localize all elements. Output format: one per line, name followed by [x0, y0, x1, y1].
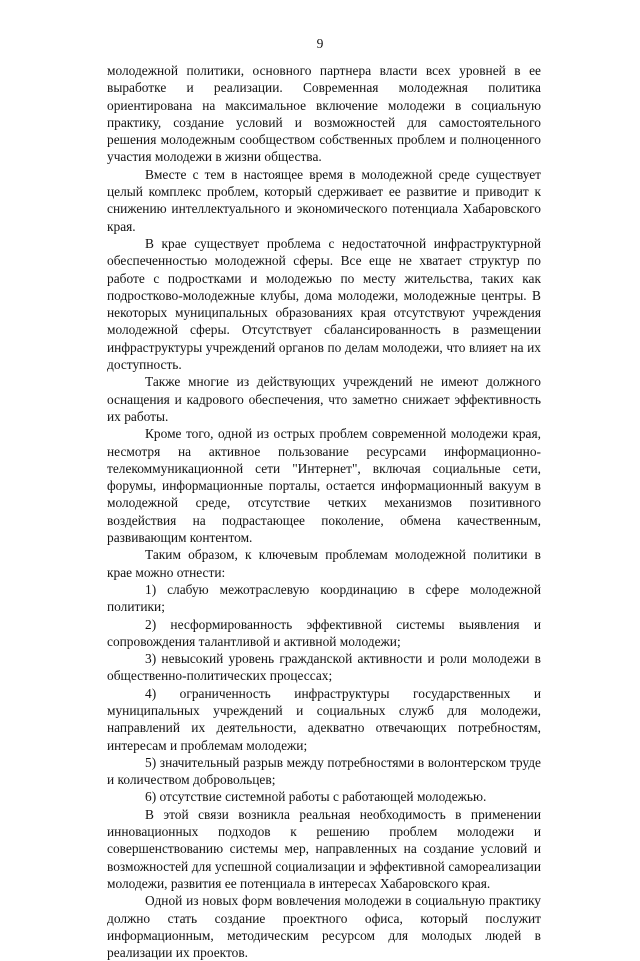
list-item: 6) отсутствие системной работы с работающей молодежью.	[145, 789, 487, 805]
list-item: 4) ограниченность инфраструктуры государственных и муниципальных учреждений и социальных служб для молодежи, направлений их деятельности, адекватно отвечающих потребностям, интересам и проблемам молодежи;	[107, 685, 541, 753]
paragraph: В этой связи возникла реальная необходимость в применении инновационных подходов к решению проблем молодежи и совершенствованию системы мер, направленных на создание условий и возможностей для успешной социализации и эффективной самореализации молодежи, развития ее потенциала в интересах Хабаровского края.	[107, 806, 541, 891]
list-item: 3) невысокий уровень гражданской активности и роли молодежи в общественно-политических процессах;	[107, 651, 541, 684]
paragraph: Таким образом, к ключевым проблемам молодежной политики в крае можно отнести:	[107, 547, 541, 580]
paragraph: Вместе с тем в настоящее время в молодежной среде существует целый комплекс проблем, который сдерживает ее развитие и приводит к снижению интеллектуального и экономического потенциала Хабаровского края.	[107, 166, 541, 234]
page-number: 9	[316, 36, 324, 51]
list-item: 5) значительный разрыв между потребностями в волонтерском труде и количеством добровольцев;	[107, 754, 541, 788]
paragraph: В крае существует проблема с недостаточной инфраструктурной обеспеченностью молодежной сферы. Все еще не хватает структур по работе с подростками и молодежью по месту жительства, таких как подростково-молодежные клубы, дома молодежи, молодежные центры. В некоторых муниципальных образованиях края отсутствуют учреждения молодежной сферы. Отсутствует сбалансированность в размещении инфраструктуры учреждений органов по делам молодежи, что влияет на их доступность.	[107, 235, 541, 373]
document-body	[107, 62, 541, 961]
paragraph: Также многие из действующих учреждений не имеют должного оснащения и кадрового обеспечения, что заметно снижает эффективность их работы.	[107, 374, 541, 424]
paragraph: Одной из новых форм вовлечения молодежи в социальную практику должно стать создание проектного офиса, который послужит информационным, методическим ресурсом для молодых людей в реализации их проектов.	[107, 893, 541, 961]
paragraph: Кроме того, одной из острых проблем современной молодежи края, несмотря на активное пользование ресурсами информационно-телекоммуникационной сети "Интернет", включая социальные сети, форумы, информационные порталы, остается информационный вакуум в молодежной среде, отсутствие четких механизмов позитивного воздействия на подрастающее поколение, обмена качественным, развивающим контентом.	[107, 426, 541, 546]
list-item: 2) несформированность эффективной системы выявления и сопровождения талантливой и активной молодежи;	[107, 616, 541, 649]
list-item: 1) слабую межотраслевую координацию в сфере молодежной политики;	[107, 581, 541, 615]
paragraph-continuation: молодежной политики, основного партнера власти всех уровней в ее выработке и реализации. Современная молодежная политика ориентирована на максимальное включение молодежи в социальную практику, создание условий и возможностей для самостоятельного решения молодежным сообществом собственных проблем и полноценного участия молодежи в жизни общества.	[107, 63, 541, 165]
